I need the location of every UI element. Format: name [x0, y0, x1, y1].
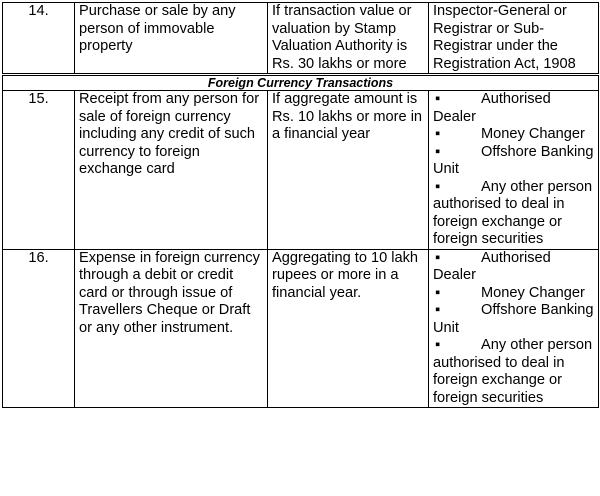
bullet-icon: ▪	[435, 143, 441, 160]
category-row	[3, 75, 599, 91]
reporting-table	[2, 2, 599, 408]
bullet-icon: ▪	[435, 178, 441, 195]
authority-list	[433, 91, 594, 249]
authority-text: Any other person authorised to deal in foreign exchange or foreign securities	[433, 337, 593, 406]
bullet-icon: ▪	[435, 126, 441, 142]
list-item	[433, 91, 594, 126]
bullet-icon: ▪	[435, 302, 441, 318]
authority-text: Any other person authorised to deal in foreign exchange or foreign securities	[433, 178, 593, 247]
bullet-icon: ▪	[435, 337, 441, 353]
authority-text: Offshore Banking Unit	[433, 302, 594, 336]
transaction-cell: Purchase or sale by any person of immovable property	[75, 3, 268, 75]
threshold-cell: Aggregating to 10 lakh rupees or more in a financial year.	[268, 249, 429, 408]
list-item	[433, 126, 594, 144]
authority-list	[433, 250, 594, 408]
authority-text: Authorised Dealer	[433, 249, 551, 283]
table-row	[3, 3, 599, 75]
row-number: 15.	[3, 91, 75, 250]
authority-text: Money Changer	[481, 126, 585, 142]
list-item	[433, 285, 594, 303]
authority-text: Authorised Dealer	[433, 91, 551, 125]
authority-text: Offshore Banking Unit	[433, 143, 594, 177]
table-row	[3, 91, 599, 250]
authority-cell: Inspector-General or Registrar or Sub-Registrar under the Registration Act, 1908	[429, 3, 599, 75]
transaction-cell: Receipt from any person for sale of foreign currency including any credit of such currency to foreign exchange card	[75, 91, 268, 250]
authority-cell	[429, 91, 599, 250]
bullet-icon: ▪	[435, 249, 441, 266]
row-number: 16.	[3, 249, 75, 408]
list-item	[433, 337, 594, 407]
category-heading: Foreign Currency Transactions	[3, 75, 599, 91]
list-item	[433, 302, 594, 337]
list-item	[433, 179, 594, 249]
authority-cell	[429, 249, 599, 408]
list-item	[433, 144, 594, 179]
bullet-icon: ▪	[435, 284, 441, 301]
table-row	[3, 249, 599, 408]
authority-text: Money Changer	[481, 284, 585, 301]
threshold-cell: If transaction value or valuation by Stamp Valuation Authority is Rs. 30 lakhs or more	[268, 3, 429, 75]
bullet-icon: ▪	[435, 91, 441, 107]
threshold-cell: If aggregate amount is Rs. 10 lakhs or more in a financial year	[268, 91, 429, 250]
list-item	[433, 250, 594, 285]
row-number: 14.	[3, 3, 75, 75]
transaction-cell: Expense in foreign currency through a debit or credit card or through issue of Travellers Cheque or Draft or any other instrument.	[75, 249, 268, 408]
